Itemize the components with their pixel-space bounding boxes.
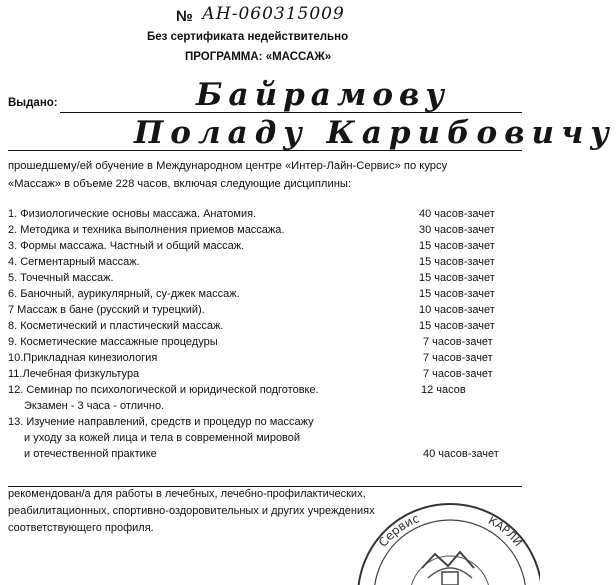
intro-line-2: «Массаж» в объеме 228 часов, включая следующие дисциплины: [8, 178, 352, 190]
study-item-hours: 40 часов-зачет [423, 448, 499, 460]
validity-note: Без сертификата недействительно [147, 31, 349, 43]
seminar-item-line-2: Экзамен - 3 часа - отлично. [24, 400, 165, 412]
intro-line-1: прошедшему/ей обучение в Международном центре «Интер-Лайн-Сервис» по курсу [8, 160, 448, 172]
list-item: 6. Баночный, аурикулярный, су-джек массаж. [8, 288, 240, 300]
list-item-hours: 15 часов-зачет [419, 288, 495, 300]
list-item-hours: 15 часов-зачет [419, 256, 495, 268]
list-item-hours: 7 часов-зачет [423, 336, 493, 348]
list-item-hours: 15 часов-зачет [419, 272, 495, 284]
stamp-center-ring [410, 556, 490, 585]
footer-divider [8, 486, 522, 487]
study-item-line-2: и уходу за кожей лица и тела в современной мировой [24, 432, 301, 444]
round-stamp [340, 488, 540, 585]
study-item-line-3: и отечественной практике [24, 448, 157, 460]
recipient-surname: Байрамову [196, 77, 450, 113]
recipient-given-names: Поладу Карибовичу [134, 115, 616, 151]
stamp-text-right: КАРЛИ [486, 514, 525, 549]
stamp-emblem-icon [422, 552, 474, 585]
list-item: 9. Косметические массажные процедуры [8, 336, 218, 348]
list-item: 5. Точечный массаж. [8, 272, 114, 284]
stamp-text-left: Сервис [375, 511, 422, 550]
program-title: ПРОГРАММА: «МАССАЖ» [185, 51, 332, 63]
list-item: 1. Физиологические основы массажа. Анатомия. [8, 208, 257, 220]
name-underline-1 [60, 112, 522, 113]
seminar-item-hours: 12 часов [421, 384, 466, 396]
recommendation-line-2: реабилитационных, спортивно-оздоровительных и других учреждениях [8, 505, 375, 517]
list-item-hours: 7 часов-зачет [423, 368, 493, 380]
number-label: № [176, 8, 193, 25]
study-item-line-1: 13. Изучение направлений, средств и процедур по массажу [8, 416, 314, 428]
list-item: 8. Косметический и пластический массаж. [8, 320, 224, 332]
list-item-hours: 15 часов-зачет [419, 240, 495, 252]
list-item: 11.Лечебная физкультура [8, 368, 140, 380]
issued-label: Выдано: [8, 97, 58, 109]
seminar-item-line-1: 12. Семинар по психологической и юридической подготовке. [8, 384, 319, 396]
list-item: 2. Методика и техника выполнения приемов массажа. [8, 224, 285, 236]
list-item-hours: 40 часов-зачет [419, 208, 495, 220]
list-item-hours: 10 часов-зачет [419, 304, 495, 316]
certificate-serial: АН-060315009 [202, 4, 345, 24]
name-underline-2 [8, 150, 522, 151]
list-item: 7 Массаж в бане (русский и турецкий). [8, 304, 205, 316]
list-item: 10.Прикладная кинезиология [8, 352, 158, 364]
recommendation-line-3: соответствующего профиля. [8, 522, 154, 534]
list-item: 4. Сегментарный массаж. [8, 256, 140, 268]
list-item-hours: 30 часов-зачет [419, 224, 495, 236]
list-item-hours: 7 часов-зачет [423, 352, 493, 364]
recommendation-line-1: рекомендован/а для работы в лечебных, лечебно-профилактических, [8, 488, 366, 500]
list-item-hours: 15 часов-зачет [419, 320, 495, 332]
list-item: 3. Формы массажа. Частный и общий массаж. [8, 240, 245, 252]
